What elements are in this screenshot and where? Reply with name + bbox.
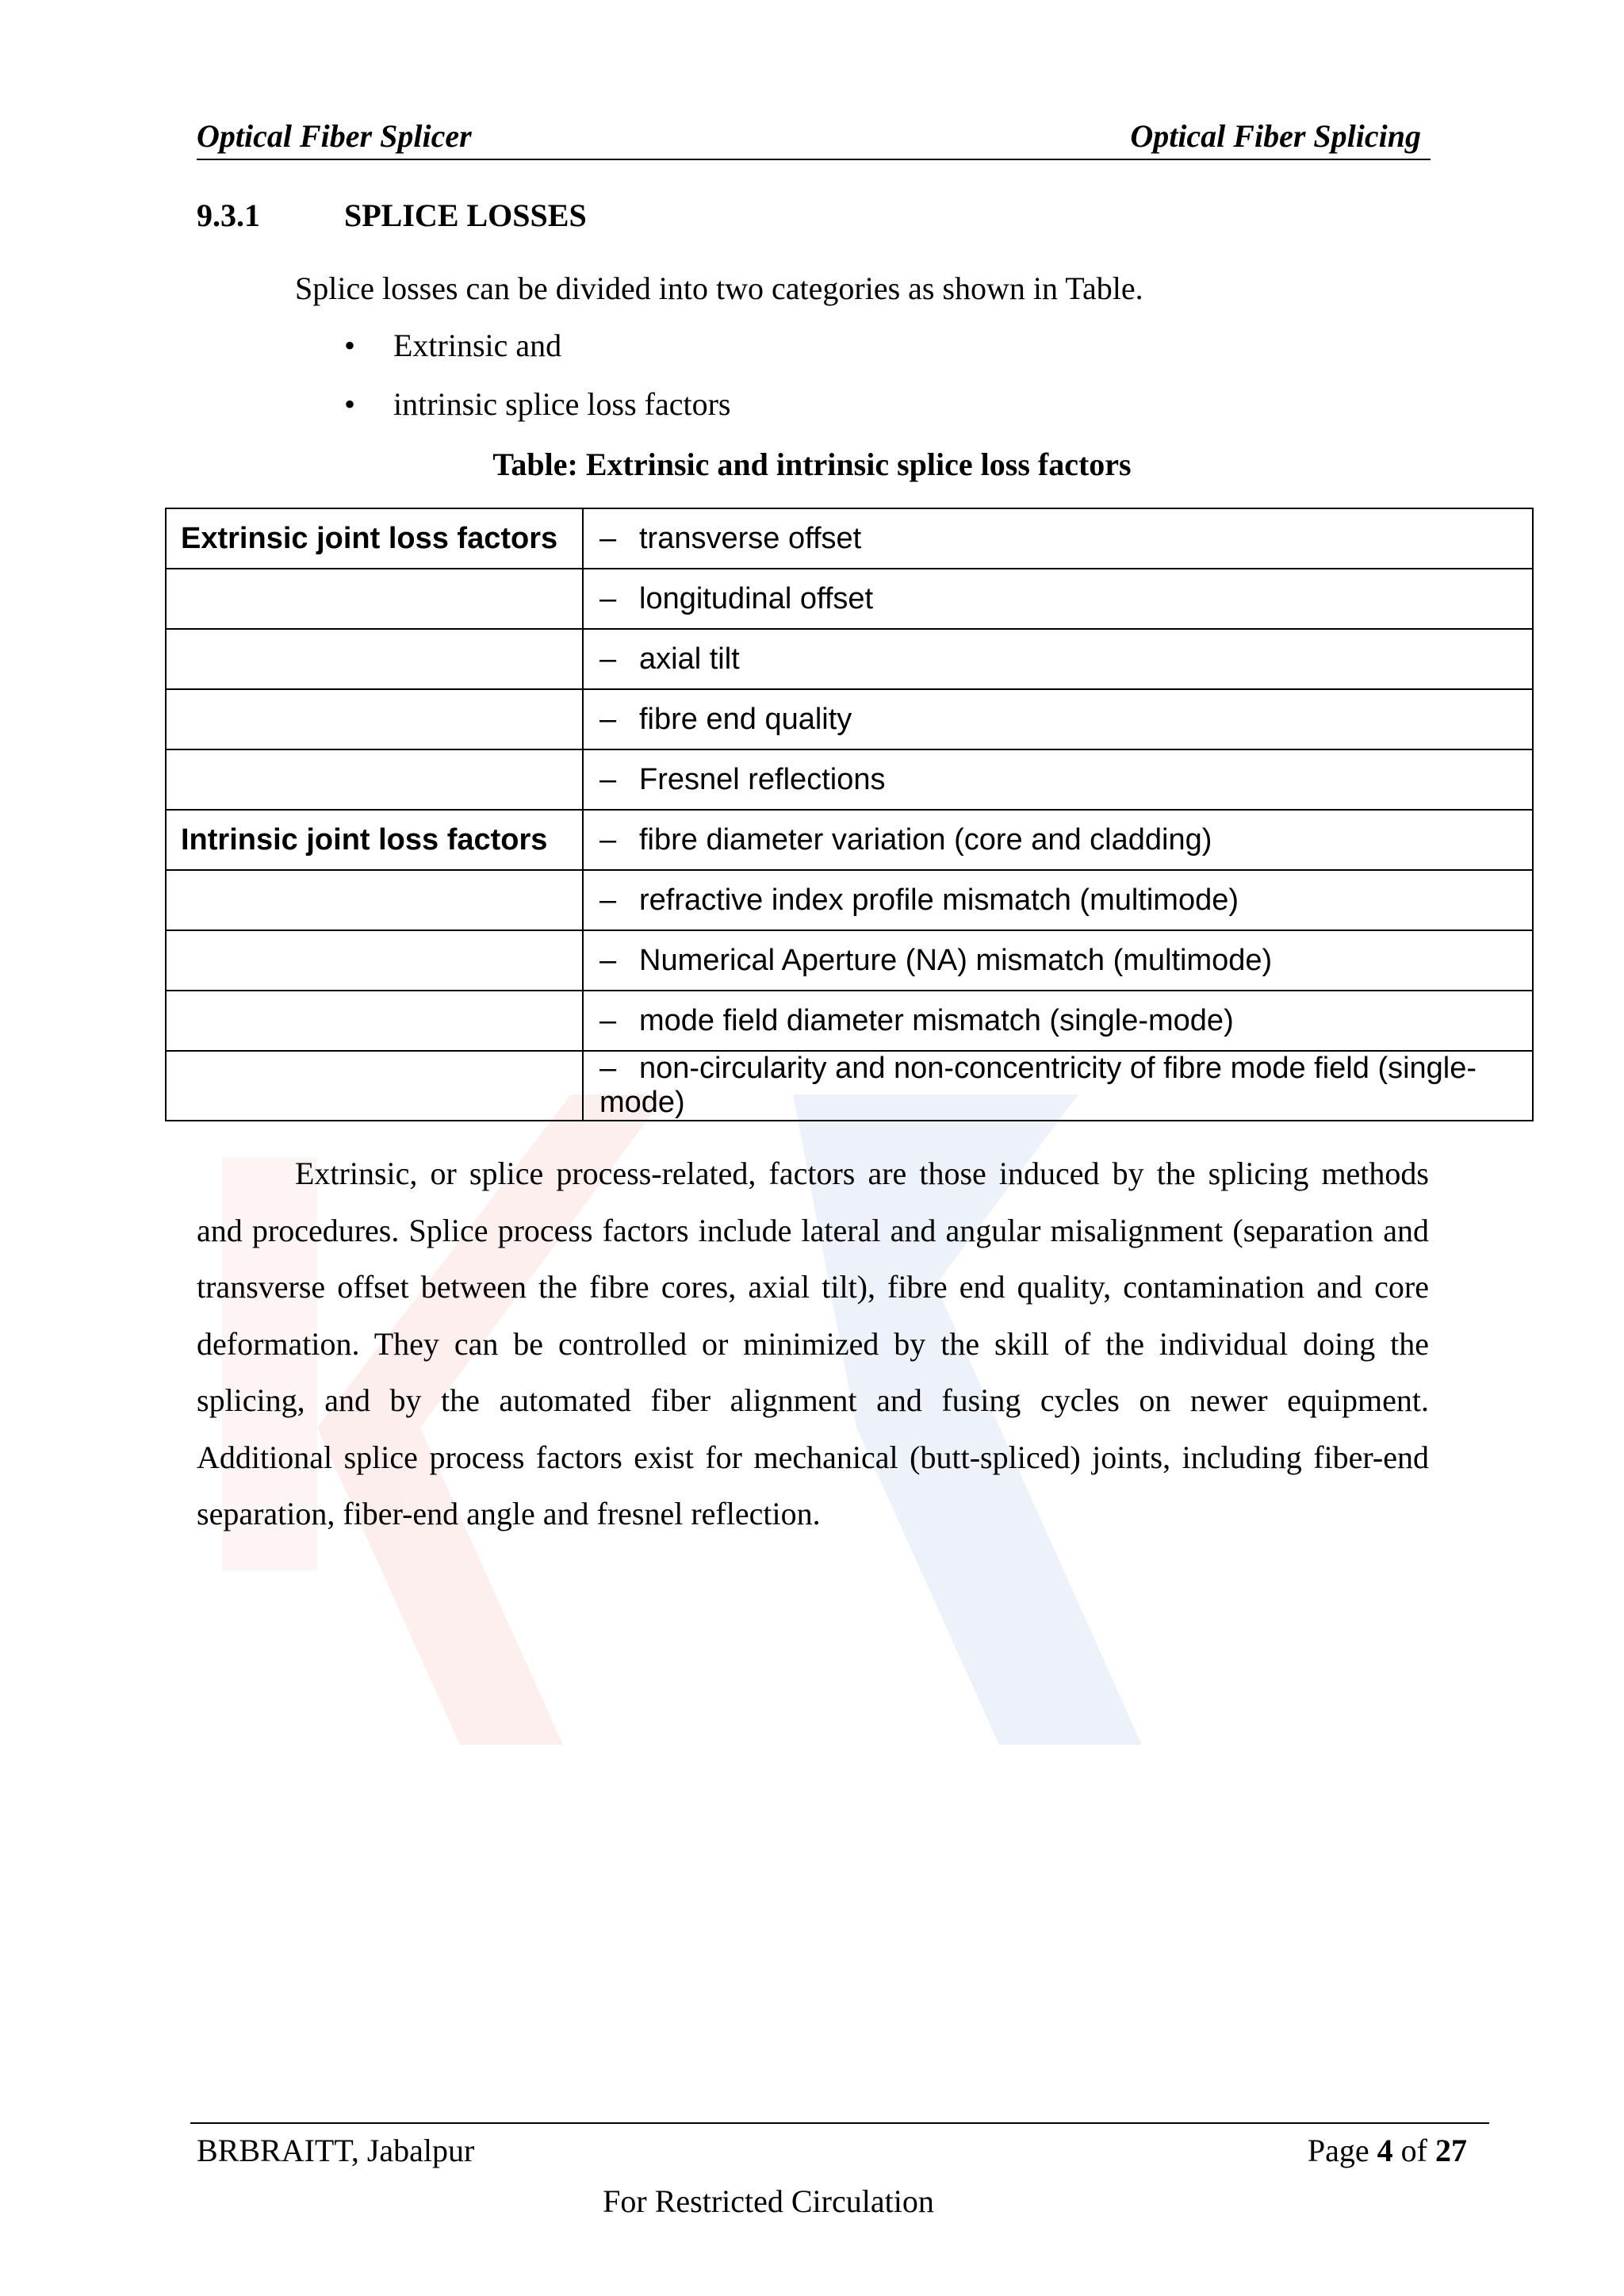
dash-mark: –	[599, 1003, 617, 1037]
factor-text: Numerical Aperture (NA) mismatch (multimode)	[639, 943, 1273, 977]
factor-cell	[583, 930, 1533, 991]
table-row	[166, 1051, 1533, 1121]
footer-institute: BRBRAITT, Jabalpur	[197, 2133, 475, 2168]
dash-mark: –	[599, 521, 617, 555]
page-header	[197, 117, 1431, 160]
table-row	[166, 930, 1533, 991]
factor-text: transverse offset	[639, 521, 862, 555]
factor-text: axial tilt	[639, 642, 740, 676]
factor-cell	[583, 991, 1533, 1051]
table-row	[166, 749, 1533, 810]
page-current: 4	[1377, 2133, 1393, 2168]
factor-text: fibre end quality	[639, 702, 852, 736]
dash-mark: –	[599, 943, 617, 977]
list-item	[341, 327, 730, 385]
factor-text: Fresnel reflections	[639, 762, 886, 796]
restricted-text: For Restricted Circulation	[603, 2183, 934, 2219]
page-number	[1308, 2132, 1467, 2169]
page-total: 27	[1435, 2133, 1467, 2168]
section-heading	[197, 197, 587, 234]
dash-mark: –	[599, 1052, 617, 1085]
page-of: of	[1400, 2133, 1427, 2168]
category-cell	[166, 930, 583, 991]
factor-cell	[583, 689, 1533, 749]
table-row	[166, 689, 1533, 749]
bullet-list	[341, 327, 730, 444]
category-cell	[166, 991, 583, 1051]
section-title: SPLICE LOSSES	[344, 197, 587, 233]
category-cell	[166, 689, 583, 749]
factor-text: refractive index profile mismatch (multimode)	[639, 883, 1239, 917]
table-caption	[0, 446, 1624, 483]
header-left-title: Optical Fiber Splicer	[197, 118, 472, 154]
factor-cell	[583, 749, 1533, 810]
factor-text: longitudinal offset	[639, 581, 874, 615]
table-row	[166, 569, 1533, 629]
category-cell	[166, 629, 583, 689]
page-footer	[190, 2122, 1489, 2179]
category-cell: Intrinsic joint loss factors	[166, 810, 583, 870]
category-cell	[166, 1051, 583, 1121]
factor-cell	[583, 629, 1533, 689]
restricted-notice	[0, 2183, 1624, 2220]
bullet-icon: •	[344, 328, 356, 363]
factor-cell	[583, 1051, 1533, 1121]
table-row	[166, 810, 1533, 870]
list-item	[341, 385, 730, 444]
table-row	[166, 991, 1533, 1051]
category-cell: Extrinsic joint loss factors	[166, 508, 583, 569]
category-cell	[166, 569, 583, 629]
category-cell	[166, 749, 583, 810]
table-row	[166, 870, 1533, 930]
dash-mark: –	[599, 702, 617, 736]
dash-mark: –	[599, 581, 617, 615]
section-number: 9.3.1	[197, 197, 260, 233]
splice-loss-table	[165, 508, 1534, 1121]
table-row	[166, 629, 1533, 689]
bullet-icon: •	[344, 386, 356, 422]
factor-text: fibre diameter variation (core and cladding)	[639, 822, 1212, 857]
factor-cell	[583, 569, 1533, 629]
factor-cell	[583, 810, 1533, 870]
bullet-text: intrinsic splice loss factors	[393, 386, 731, 422]
table-row	[166, 508, 1533, 569]
dash-mark: –	[599, 762, 617, 796]
factor-cell	[583, 508, 1533, 569]
dash-mark: –	[599, 642, 617, 676]
category-cell	[166, 870, 583, 930]
header-right-title: Optical Fiber Splicing	[1130, 118, 1421, 154]
page-prefix: Page	[1307, 2133, 1369, 2168]
body-paragraph: Extrinsic, or splice process-related, factors are those induced by the splicing methods and procedures. Splice process factors include lateral and angular misalignment (separation and transverse offset between the fibre cores, axial tilt), fibre end quality, contamination and core deformation. They can be controlled or minimized by the skill of the individual doing the splicing, and by the automated fiber alignment and fusing cycles on newer equipment. Additional splice process factors exist for mechanical (butt-spliced) joints, including fiber-end separation, fiber-end angle and fresnel reflection.	[197, 1156, 1429, 1531]
dash-mark: –	[599, 883, 617, 917]
bullet-text: Extrinsic and	[393, 328, 562, 363]
factor-text: mode field diameter mismatch (single-mode)	[639, 1003, 1234, 1037]
dash-mark: –	[599, 822, 617, 857]
factor-cell	[583, 870, 1533, 930]
factor-text: non-circularity and non-concentricity of fibre mode field (single-mode)	[599, 1052, 1477, 1119]
intro-text: Splice losses can be divided into two categories as shown in Table.	[295, 270, 1143, 306]
table-caption-text: Table: Extrinsic and intrinsic splice loss factors	[492, 447, 1132, 482]
